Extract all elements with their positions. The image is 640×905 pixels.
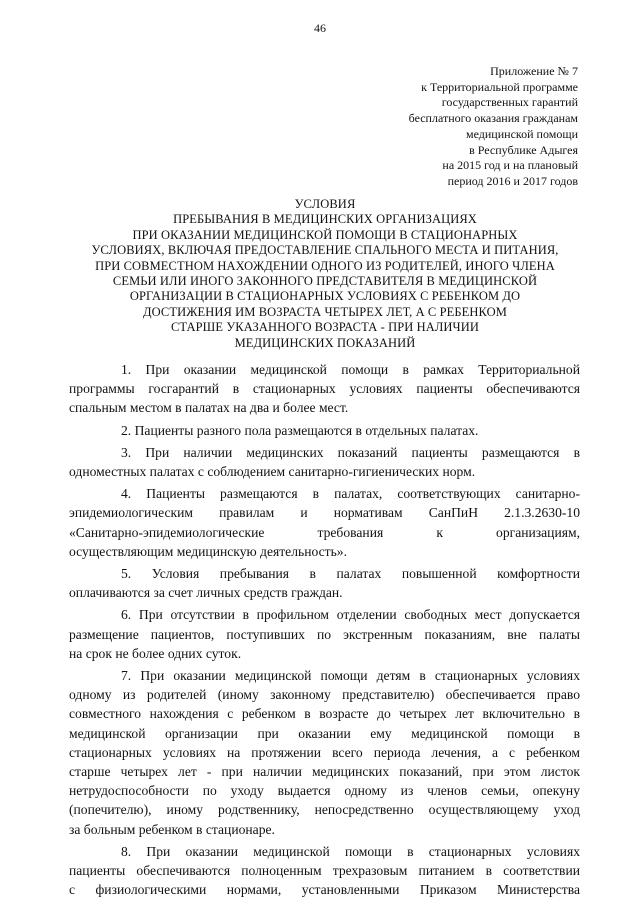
text-line: на срок не более одних суток. (69, 645, 242, 661)
text-line: 4. Пациенты размещаются в палатах, соответствующих санитарно- (121, 486, 580, 502)
paragraph-4 (69, 484, 580, 561)
annex-line: государственных гарантий (441, 95, 578, 110)
title-line: УСЛОВИЯХ, ВКЛЮЧАЯ ПРЕДОСТАВЛЕНИЕ СПАЛЬНОГО МЕСТА И ПИТАНИЯ, (91, 243, 559, 258)
text-line: 7. При оказании медицинской помощи детям в стационарных условиях (121, 668, 580, 684)
text-line: с физиологическими нормами, установленными Приказом Министерства (69, 882, 580, 898)
text-line: пациенты обеспечиваются полноценным трехразовым питанием в соответствии (69, 863, 580, 879)
text-line: оплачиваются за счет личных средств граждан. (69, 585, 343, 601)
annex-reference (338, 64, 578, 190)
text-line: «Санитарно-эпидемиологические требования к организациям, (69, 524, 580, 540)
title-line: УСЛОВИЯ (294, 197, 356, 211)
annex-line: период 2016 и 2017 годов (447, 173, 578, 188)
annex-line: на 2015 год и на плановый (442, 158, 578, 173)
paragraph-2 (69, 421, 580, 440)
annex-line: к Территориальной программе (421, 79, 578, 94)
text-line: одноместных палатах с соблюдением санитарно-гигиенических норм. (69, 464, 476, 480)
paragraph-6 (69, 605, 580, 663)
text-line: 1. При оказании медицинской помощи в рамках Территориальной (121, 362, 580, 377)
annex-line: бесплатного оказания гражданам (408, 111, 578, 126)
text-line: медицинской организации при оказании ему медицинской помощи в (69, 725, 580, 741)
paragraph-5 (69, 564, 580, 602)
title-line: ОРГАНИЗАЦИИ В СТАЦИОНАРНЫХ УСЛОВИЯХ С РЕБЕНКОМ ДО (129, 289, 521, 304)
paragraph-3 (69, 443, 580, 481)
annex-line: Приложение № 7 (490, 64, 578, 78)
paragraph-7 (69, 666, 580, 839)
text-line: программы госгарантий в стационарных условиях пациенты обеспечиваются (69, 381, 580, 397)
title-line: ПРИ СОВМЕСТНОМ НАХОЖДЕНИИ ОДНОГО ИЗ РОДИТЕЛЕЙ, ИНОГО ЧЛЕНА (95, 258, 555, 273)
text-line: (попечителю), иному родственнику, непосредственно осуществляющему уход (69, 802, 580, 818)
annex-line: медицинской помощи (466, 126, 578, 141)
title-line: СТАРШЕ УКАЗАННОГО ВОЗРАСТА - ПРИ НАЛИЧИИ (170, 320, 480, 335)
text-line: 8. При оказании медицинской помощи в стационарных условиях (121, 843, 580, 859)
text-line: совместного нахождения с ребенком в возрасте до четырех лет включительно в (69, 706, 580, 722)
text-line: 3. При наличии медицинских показаний пациенты размещаются в (121, 444, 580, 460)
text-line: осуществляющим медицинскую деятельность». (69, 543, 347, 559)
text-line: 6. При отсутствии в профильном отделении свободных мест допускается (121, 607, 580, 623)
title-line: ДОСТИЖЕНИЯ ИМ ВОЗРАСТА ЧЕТЫРЕХ ЛЕТ, А С РЕБЕНКОМ (142, 304, 507, 319)
text-line: размещение пациентов, поступивших по экстренным показаниям, вне палаты (69, 626, 580, 642)
title-line: ПРИ ОКАЗАНИИ МЕДИЦИНСКОЙ ПОМОЩИ В СТАЦИОНАРНЫХ (132, 227, 518, 242)
text-line: 2. Пациенты разного пола размещаются в отдельных палатах. (121, 422, 479, 438)
text-line: спальным местом в палатах на два и более мест. (69, 400, 349, 416)
document-title (80, 197, 570, 351)
document-body (69, 360, 580, 902)
title-line: МЕДИЦИНСКИХ ПОКАЗАНИЙ (234, 335, 416, 350)
paragraph-8 (69, 842, 580, 900)
text-line: 5. Условия пребывания в палатах повышенной комфортности (121, 566, 580, 582)
title-line: ПРЕБЫВАНИЯ В МЕДИЦИНСКИХ ОРГАНИЗАЦИЯХ (173, 212, 477, 227)
text-line: старше четырех лет - при наличии медицинских показаний, при этом листок (69, 764, 580, 780)
text-line: одному из родителей (иному законному представителю) обеспечивается право (69, 687, 580, 703)
title-line: СЕМЬИ ИЛИ ИНОГО ЗАКОННОГО ПРЕДСТАВИТЕЛЯ В МЕДИЦИНСКОЙ (112, 274, 538, 289)
annex-line: в Республике Адыгея (469, 142, 578, 157)
text-line: за больным ребенком в стационаре. (69, 821, 275, 837)
page-number: 46 (314, 21, 326, 35)
text-line: нетрудоспособности по уходу выдается одному из членов семьи, опекуну (69, 783, 580, 799)
paragraph-1 (69, 360, 580, 418)
text-line: стационарных условиях на протяжении всего периода лечения, а с ребенком (69, 744, 580, 760)
text-line: эпидемиологическим правилам и нормативам СанПиН 2.1.3.2630-10 (69, 505, 580, 521)
